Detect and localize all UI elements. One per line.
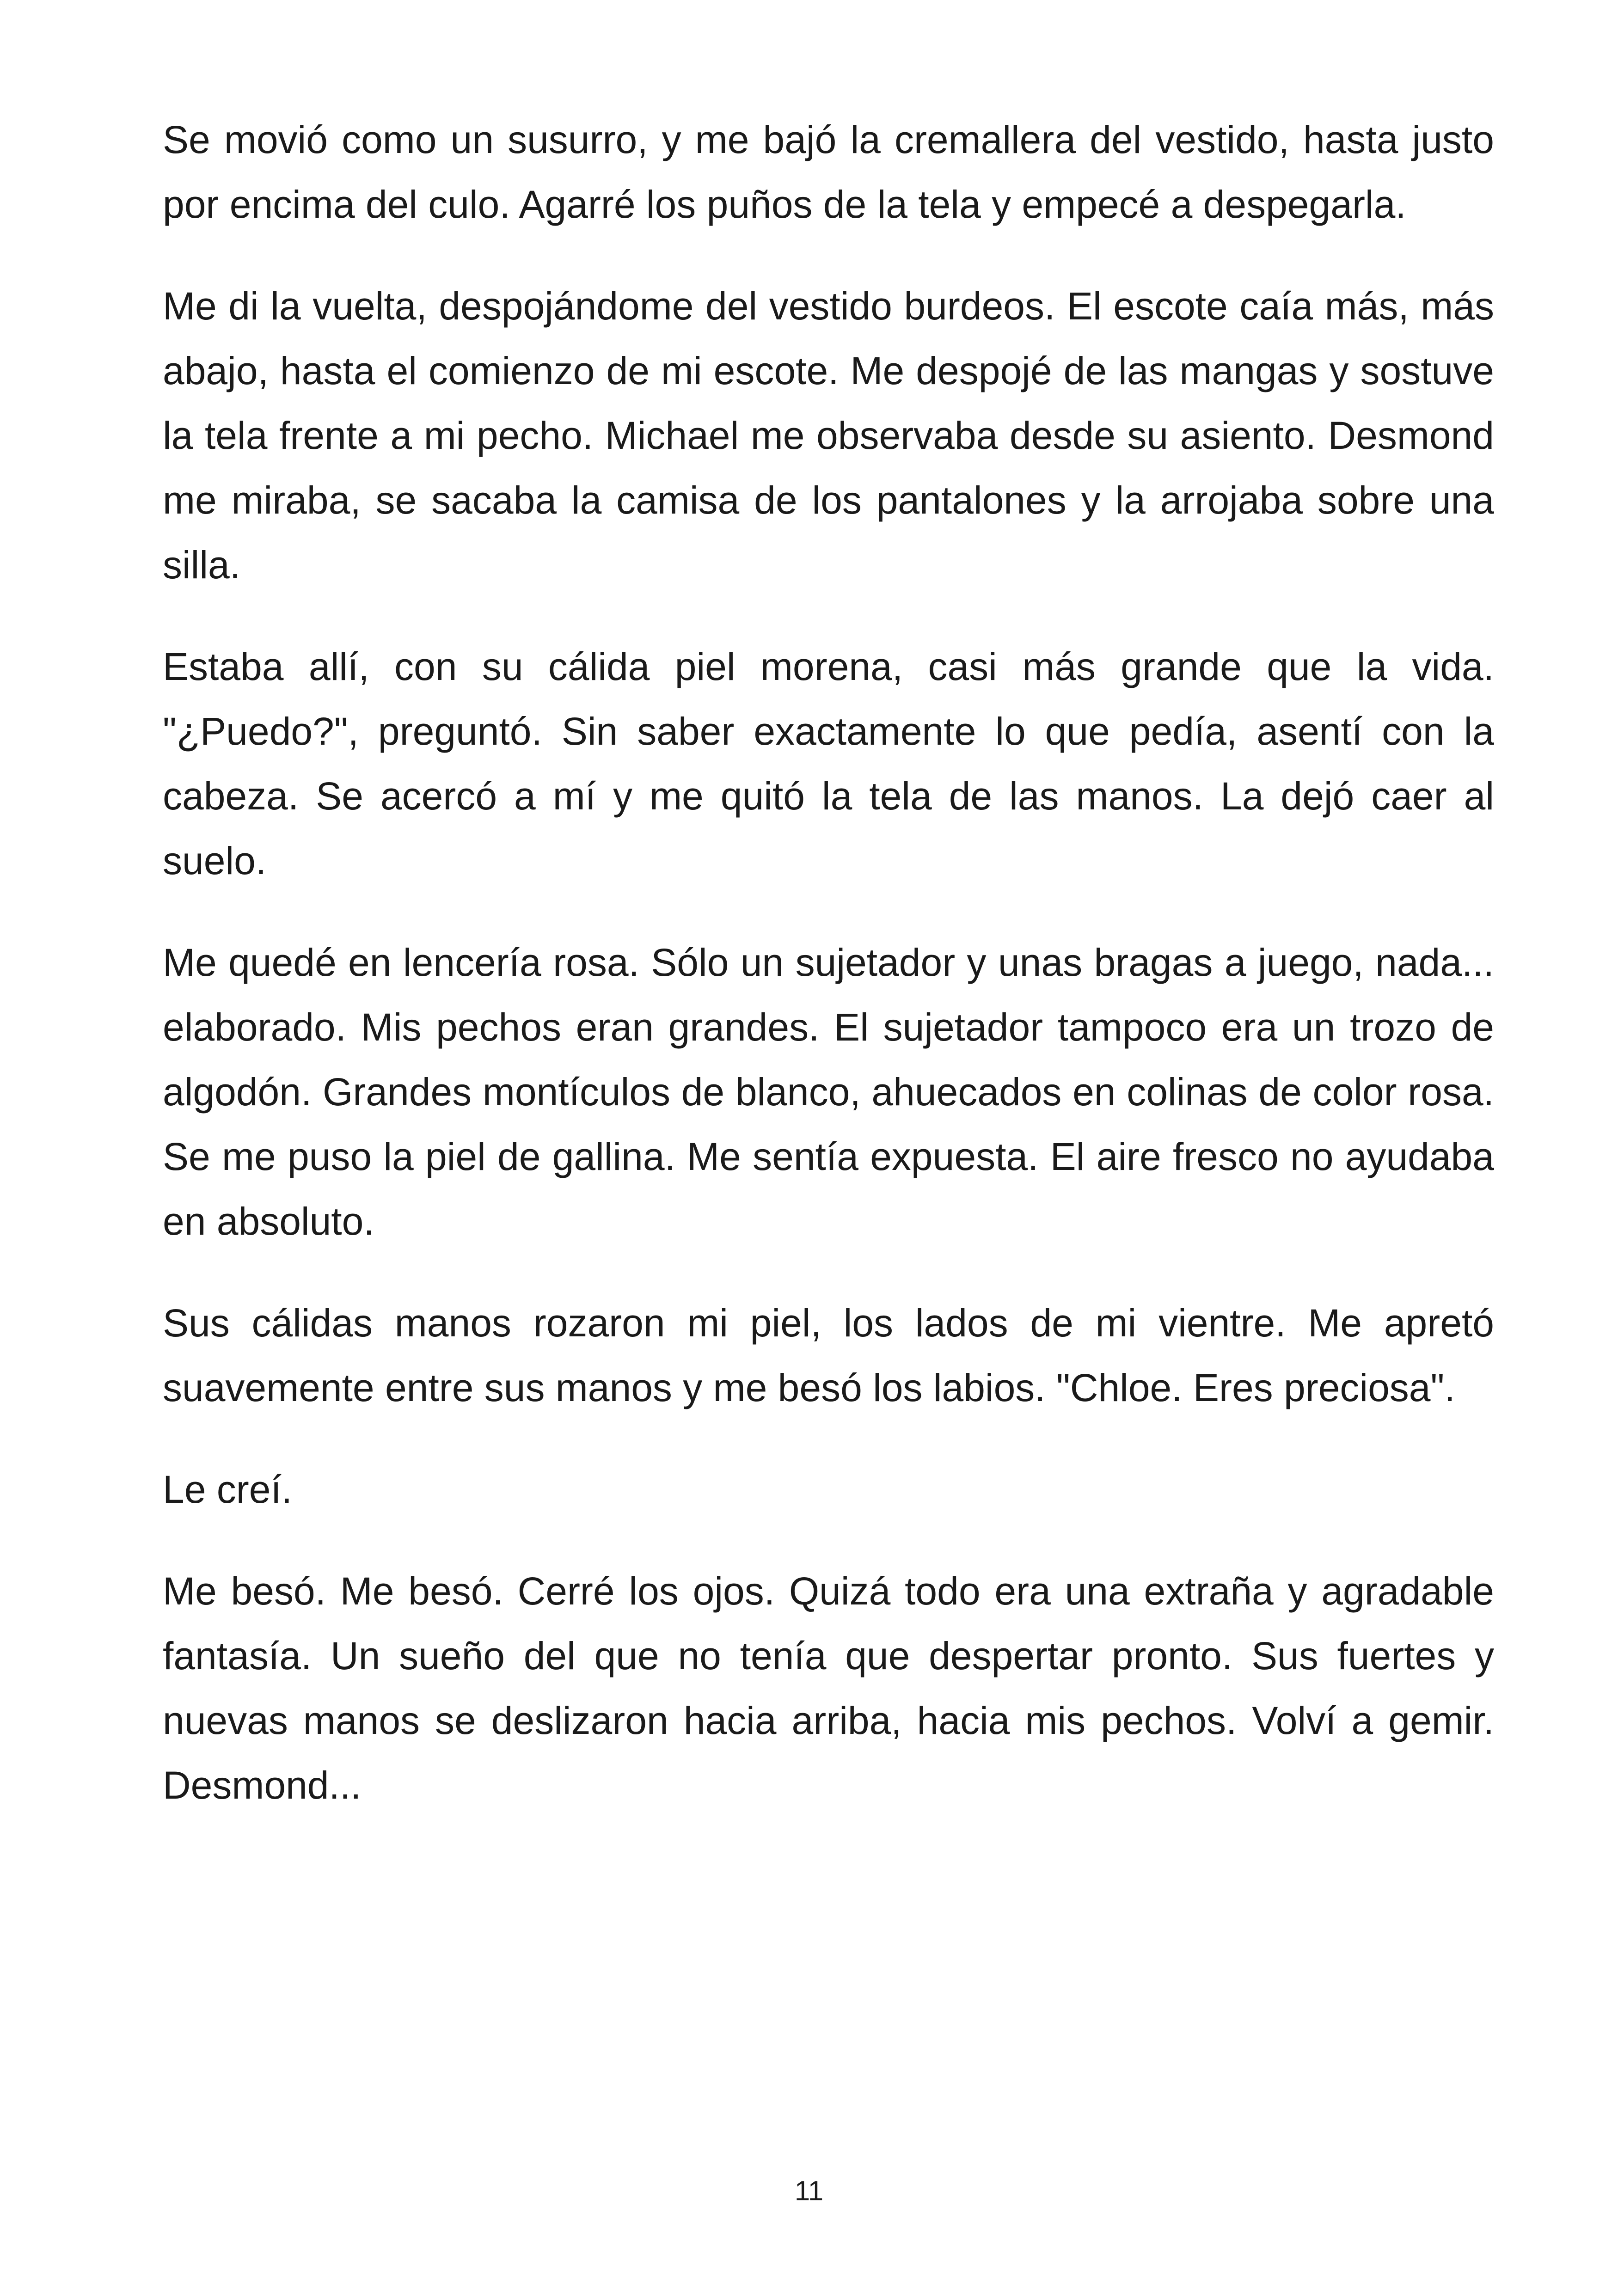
paragraph-7: Me besó. Me besó. Cerré los ojos. Quizá todo era una extraña y agradable fantasía. Un sueño del que no tenía que despertar pronto. Sus fuertes y nuevas manos se deslizaron hacia arriba, hacia mis pechos. Volví a gemir. Desmond...	[163, 1569, 1494, 1807]
paragraph-3: Estaba allí, con su cálida piel morena, casi más grande que la vida. "¿Puedo?", preguntó. Sin saber exactamente lo que pedía, asentí con la cabeza. Se acercó a mí y me quitó la tela de las manos. La dejó caer al suelo.	[163, 645, 1494, 882]
paragraph-1: Se movió como un susurro, y me bajó la cremallera del vestido, hasta justo por encima del culo. Agarré los puños de la tela y empecé a despegarla.	[163, 118, 1494, 226]
paragraph-6: Le creí.	[163, 1468, 293, 1511]
page-number: 11	[794, 2175, 824, 2206]
paragraph-4: Me quedé en lencería rosa. Sólo un sujetador y unas bragas a juego, nada... elaborado. Mis pechos eran grandes. El sujetador tampoco era un trozo de algodón. Grandes montículos de blanco, ahuecados en colinas de color rosa. Se me puso la piel de gallina. Me sentía expuesta. El aire fresco no ayudaba en absoluto.	[163, 941, 1494, 1243]
paragraph-2: Me di la vuelta, despojándome del vestido burdeos. El escote caía más, más abajo, hasta el comienzo de mi escote. Me despojé de las mangas y sostuve la tela frente a mi pecho. Michael me observaba desde su asiento. Desmond me miraba, se sacaba la camisa de los pantalones y la arrojaba sobre una silla.	[163, 284, 1494, 587]
body-text	[163, 107, 1494, 1855]
paragraph-5: Sus cálidas manos rozaron mi piel, los lados de mi vientre. Me apretó suavemente entre sus manos y me besó los labios. "Chloe. Eres preciosa".	[163, 1301, 1494, 1409]
